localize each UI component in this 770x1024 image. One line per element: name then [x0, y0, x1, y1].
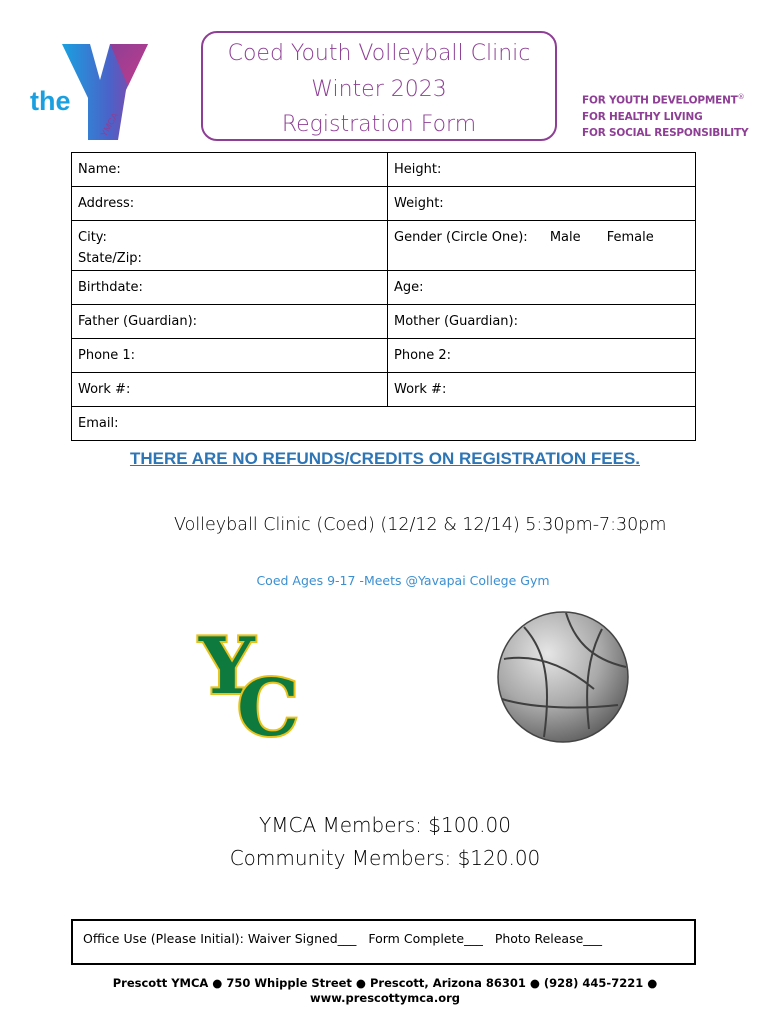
birthdate-field[interactable]	[72, 271, 388, 305]
phone2-field[interactable]	[388, 339, 696, 373]
yavapai-college-logo	[195, 623, 323, 741]
office-use-photo-release[interactable]: Photo Release___	[494, 931, 603, 946]
ymca-logo	[28, 40, 158, 145]
father-label: Father (Guardian):	[78, 314, 198, 329]
email-label: Email:	[78, 416, 119, 431]
clinic-details: Volleyball Clinic (Coed) (12/12 & 12/14) 5:30pm-7:30pm	[174, 515, 667, 535]
address-label: Address:	[78, 196, 135, 211]
weight-label: Weight:	[394, 196, 444, 211]
yc-letter-c: C	[237, 663, 300, 741]
city-state-field[interactable]	[72, 221, 388, 271]
city-label: City:	[78, 230, 107, 245]
phone1-label: Phone 1:	[78, 348, 136, 363]
ymca-tagline	[582, 89, 762, 141]
father-field[interactable]	[72, 305, 388, 339]
mother-field[interactable]	[388, 305, 696, 339]
volleyball-icon	[494, 609, 632, 745]
tagline-line2: FOR HEALTHY LIVING	[582, 110, 703, 123]
height-label: Height:	[394, 162, 442, 177]
gender-male-option[interactable]: Male	[549, 230, 581, 245]
logo-word: the	[30, 86, 71, 116]
email-field[interactable]	[72, 407, 696, 441]
work2-label: Work #:	[394, 382, 447, 397]
gender-field	[388, 221, 696, 271]
work1-field[interactable]	[72, 373, 388, 407]
footer-address: Prescott YMCA ● 750 Whipple Street ● Prescott, Arizona 86301 ● (928) 445-7221 ●	[112, 976, 658, 990]
office-use-waiver[interactable]: Office Use (Please Initial): Waiver Signed___	[83, 931, 357, 946]
birthdate-label: Birthdate:	[78, 280, 143, 295]
title-line1: Coed Youth Volleyball Clinic	[227, 41, 531, 66]
logo-sub: YMCA	[98, 110, 121, 139]
refund-notice: THERE ARE NO REFUNDS/CREDITS ON REGISTRATION FEES.	[129, 449, 641, 468]
state-zip-label: State/Zip:	[78, 251, 142, 266]
office-use-box	[71, 919, 696, 965]
prices	[0, 809, 770, 875]
age-label: Age:	[394, 280, 424, 295]
height-field[interactable]	[388, 153, 696, 187]
tagline-line1: FOR YOUTH DEVELOPMENT	[582, 94, 738, 107]
phone1-field[interactable]	[72, 339, 388, 373]
gender-label: Gender (Circle One):	[394, 230, 528, 245]
weight-field[interactable]	[388, 187, 696, 221]
title-line2: Winter 2023	[311, 76, 447, 102]
title-box	[201, 31, 557, 141]
title-line3: Registration Form	[281, 112, 477, 137]
work2-field[interactable]	[388, 373, 696, 407]
gender-female-option[interactable]: Female	[606, 230, 654, 245]
address-field[interactable]	[72, 187, 388, 221]
registered-mark: ®	[737, 93, 745, 101]
mother-label: Mother (Guardian):	[394, 314, 518, 329]
ages-location: Coed Ages 9-17 -Meets @Yavapai College Gym	[256, 573, 550, 588]
office-use-form-complete[interactable]: Form Complete___	[368, 931, 483, 946]
name-label: Name:	[78, 162, 121, 177]
phone2-label: Phone 2:	[394, 348, 452, 363]
registration-table	[71, 152, 696, 441]
footer	[0, 976, 770, 1006]
work1-label: Work #:	[78, 382, 131, 397]
community-price: Community Members: $120.00	[229, 846, 541, 870]
yc-letter-y: Y	[199, 623, 255, 712]
age-field[interactable]	[388, 271, 696, 305]
tagline-line3: FOR SOCIAL RESPONSIBILITY	[582, 126, 749, 139]
member-price: YMCA Members: $100.00	[259, 813, 511, 837]
footer-website[interactable]: www.prescottymca.org	[310, 991, 460, 1005]
name-field[interactable]	[72, 153, 388, 187]
